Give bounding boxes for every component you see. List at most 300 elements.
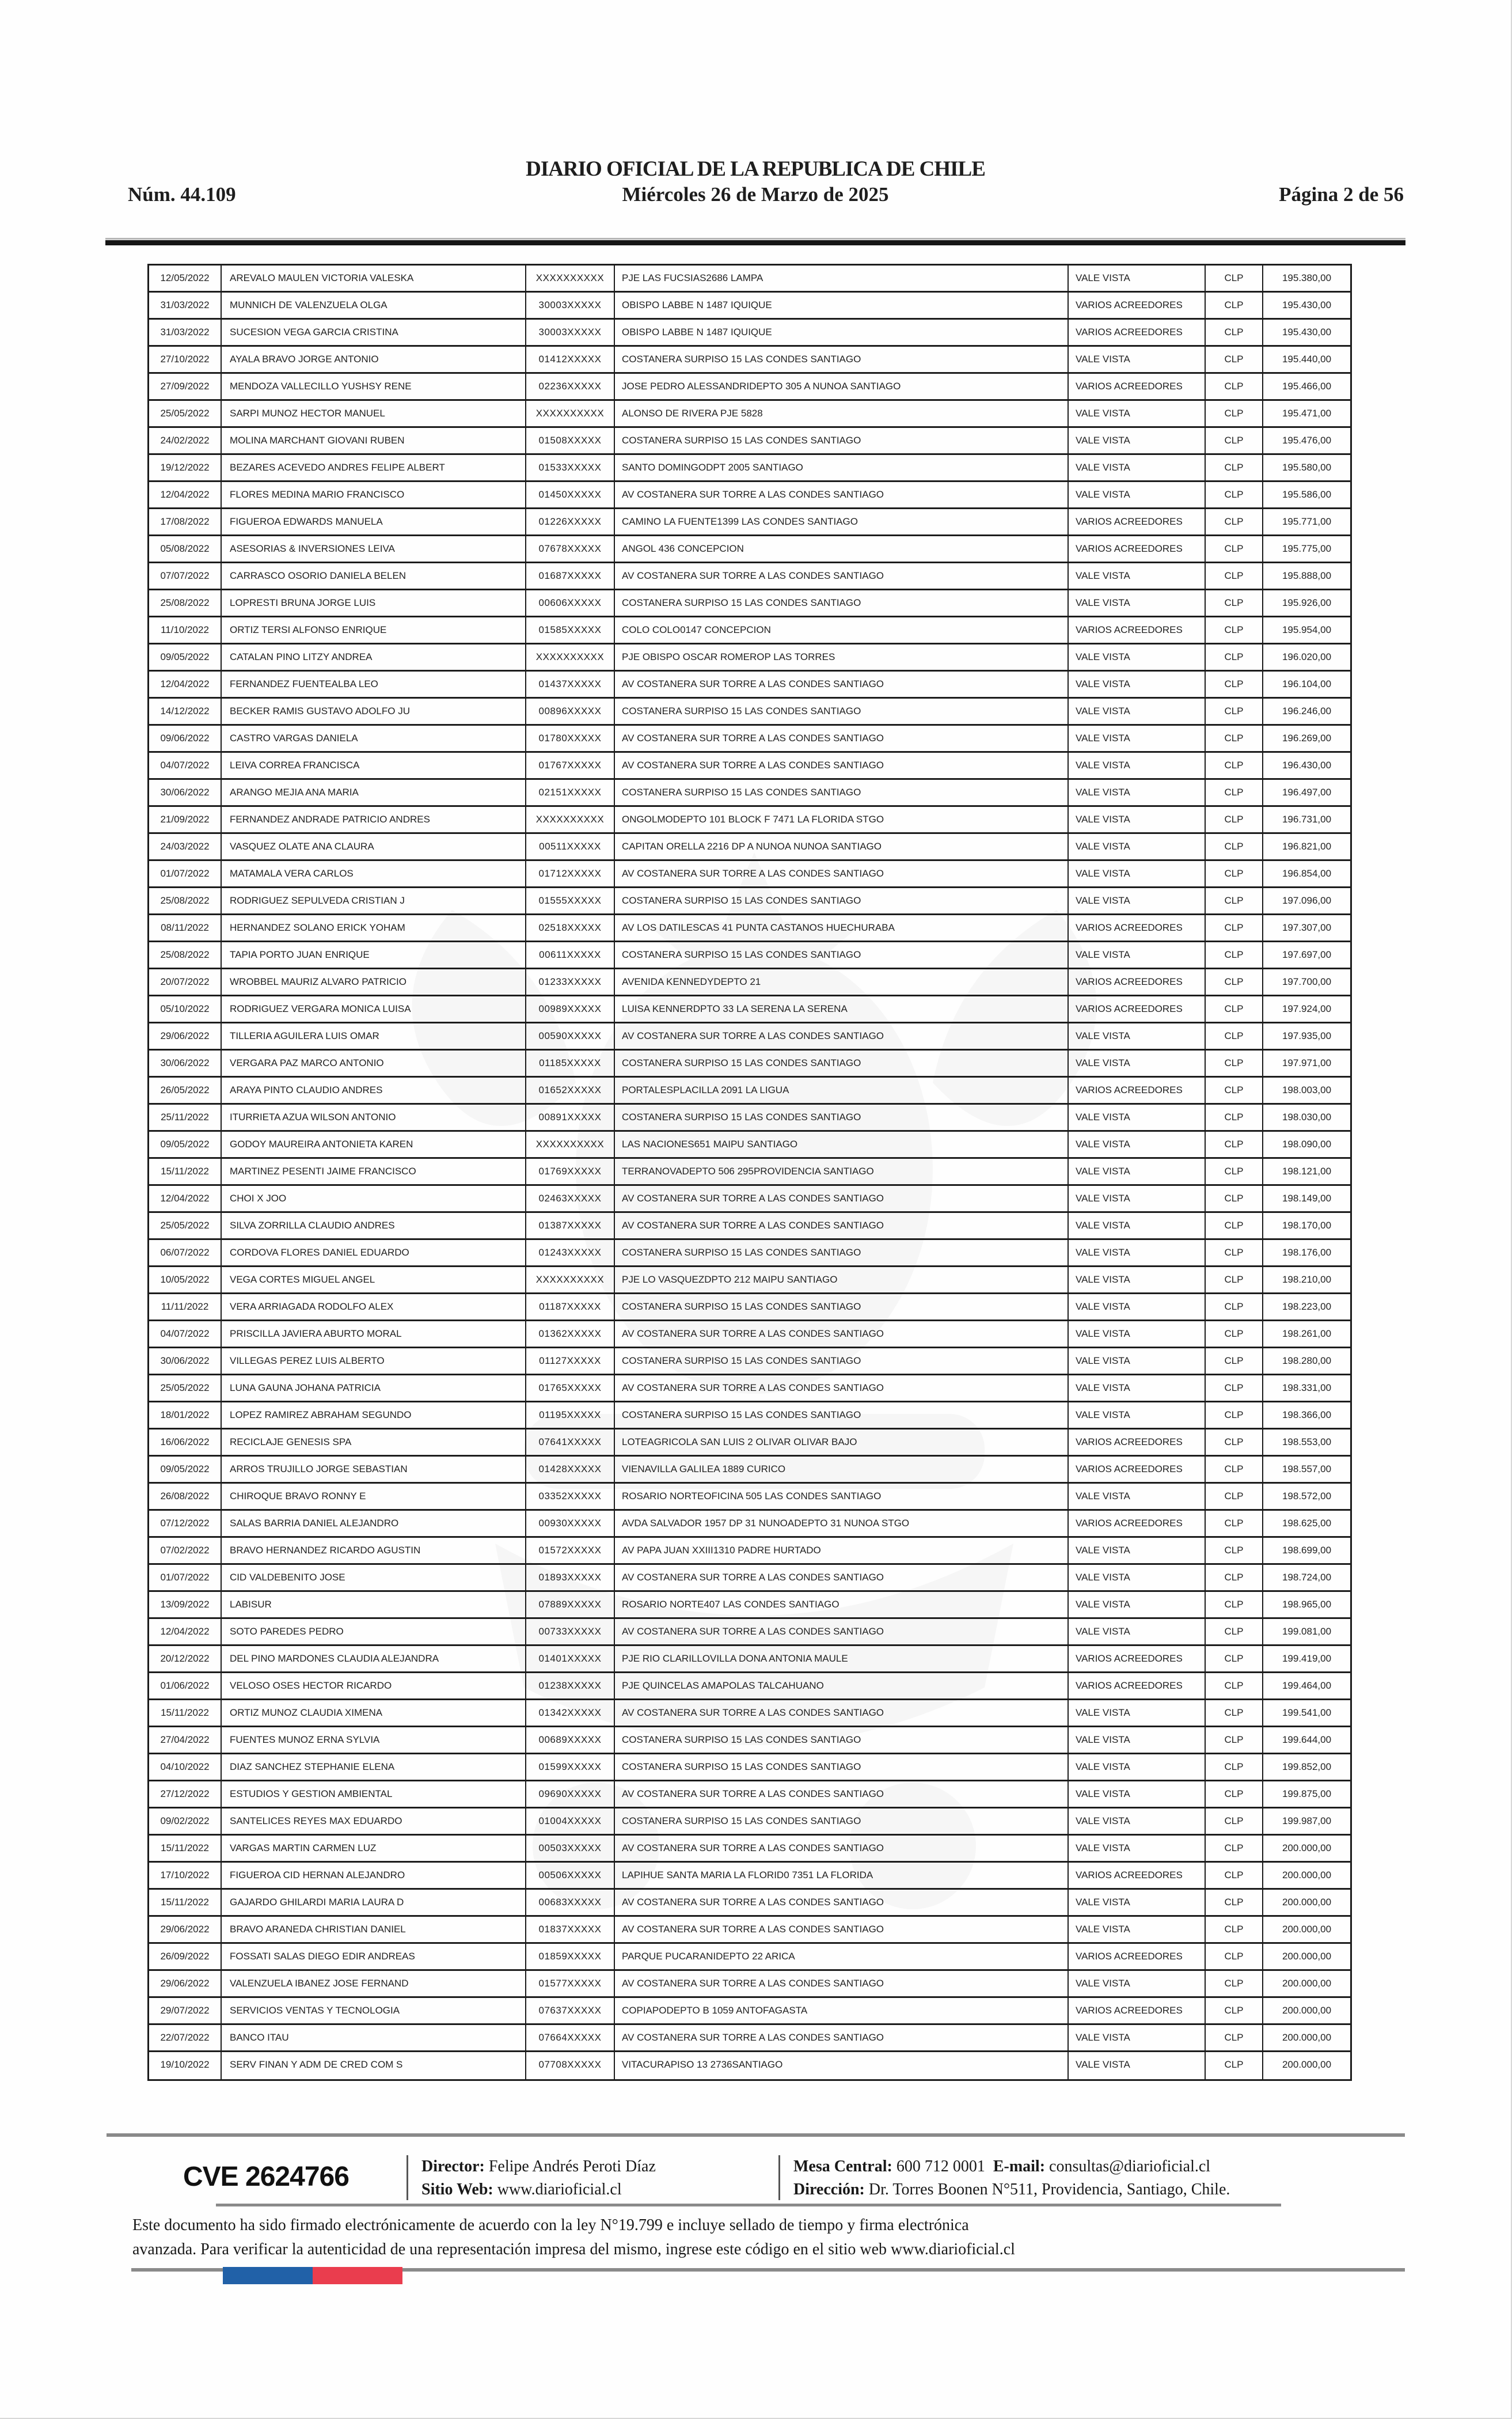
cell-amount: 199.987,00 — [1282, 1815, 1332, 1826]
cell-date: 11/11/2022 — [149, 1294, 222, 1320]
cell-name: FUENTES MUNOZ ERNA SYLVIA — [222, 1727, 526, 1753]
cell-id: 01577XXXXX — [526, 1971, 615, 1996]
cell-name: SUCESION VEGA GARCIA CRISTINA — [222, 320, 526, 345]
cell-date: 20/07/2022 — [149, 969, 222, 995]
cell-id: 02463XXXXX — [526, 1186, 615, 1211]
cell-amount: 197.971,00 — [1282, 1057, 1332, 1068]
cell-name: HERNANDEZ SOLANO ERICK YOHAM — [222, 915, 526, 941]
cell-date: 22/07/2022 — [149, 2025, 222, 2050]
website-line — [421, 2178, 656, 2201]
cell-currency: CLP — [1206, 996, 1263, 1022]
cell-type: VALE VISTA — [1069, 672, 1206, 697]
cell-name: TAPIA PORTO JUAN ENRIQUE — [222, 942, 526, 968]
cell-amount: 198.553,00 — [1282, 1436, 1332, 1447]
cell-type: VARIOS ACREEDORES — [1069, 536, 1206, 562]
cell-amount: 200.000,00 — [1282, 1870, 1332, 1880]
cell-id: 00891XXXXX — [526, 1105, 615, 1130]
cell-address: COSTANERA SURPISO 15 LAS CONDES SANTIAGO — [615, 1808, 1069, 1834]
cell-date: 31/03/2022 — [149, 293, 222, 318]
cell-currency: CLP — [1206, 780, 1263, 805]
cell-currency: CLP — [1206, 1971, 1263, 1996]
table-row — [149, 942, 1350, 969]
table-row — [149, 888, 1350, 915]
cell-amount: 198.366,00 — [1282, 1409, 1332, 1420]
cell-currency: CLP — [1206, 1267, 1263, 1292]
cell-name: RECICLAJE GENESIS SPA — [222, 1430, 526, 1455]
cell-type: VALE VISTA — [1069, 590, 1206, 616]
cell-date: 01/07/2022 — [149, 861, 222, 886]
cell-type: VALE VISTA — [1069, 455, 1206, 480]
cell-type: VALE VISTA — [1069, 563, 1206, 589]
cell-amount: 199.852,00 — [1282, 1761, 1332, 1772]
cell-address: AV COSTANERA SUR TORRE A LAS CONDES SANTIAGO — [615, 1321, 1069, 1347]
cell-type: VALE VISTA — [1069, 1267, 1206, 1292]
cell-name: DIAZ SANCHEZ STEPHANIE ELENA — [222, 1754, 526, 1780]
cell-id: 01233XXXXX — [526, 969, 615, 995]
cell-address: LAS NACIONES651 MAIPU SANTIAGO — [615, 1132, 1069, 1157]
cell-amount: 196.854,00 — [1282, 868, 1332, 879]
cell-currency: CLP — [1206, 1511, 1263, 1536]
cell-type: VARIOS ACREEDORES — [1069, 617, 1206, 643]
footer-contact-block — [793, 2155, 1230, 2201]
cell-currency: CLP — [1206, 888, 1263, 913]
table-row — [149, 1836, 1350, 1863]
cell-date: 11/10/2022 — [149, 617, 222, 643]
cell-id: 03352XXXXX — [526, 1484, 615, 1509]
cell-type: VARIOS ACREEDORES — [1069, 969, 1206, 995]
cell-type: VALE VISTA — [1069, 1890, 1206, 1915]
cell-address: OBISPO LABBE N 1487 IQUIQUE — [615, 293, 1069, 318]
cell-date: 24/02/2022 — [149, 428, 222, 453]
cell-name: SANTELICES REYES MAX EDUARDO — [222, 1808, 526, 1834]
cell-name: LUNA GAUNA JOHANA PATRICIA — [222, 1375, 526, 1401]
cell-type: VALE VISTA — [1069, 482, 1206, 507]
cell-date: 30/06/2022 — [149, 1051, 222, 1076]
cell-date: 05/08/2022 — [149, 536, 222, 562]
cell-amount: 196.497,00 — [1282, 787, 1332, 798]
cell-currency: CLP — [1206, 969, 1263, 995]
cell-id: XXXXXXXXXX — [526, 266, 615, 291]
cell-address: AV COSTANERA SUR TORRE A LAS CONDES SANTIAGO — [615, 1971, 1069, 1996]
cell-address: AV COSTANERA SUR TORRE A LAS CONDES SANTIAGO — [615, 2025, 1069, 2050]
cell-currency: CLP — [1206, 1375, 1263, 1401]
table-row — [149, 293, 1350, 320]
cell-address: AV COSTANERA SUR TORRE A LAS CONDES SANTIAGO — [615, 1565, 1069, 1590]
cell-type: VALE VISTA — [1069, 1348, 1206, 1374]
cell-date: 08/11/2022 — [149, 915, 222, 941]
cell-type: VALE VISTA — [1069, 1808, 1206, 1834]
cell-amount: 199.541,00 — [1282, 1707, 1332, 1718]
cell-id: 00733XXXXX — [526, 1619, 615, 1644]
cell-name: BANCO ITAU — [222, 2025, 526, 2050]
header-rule — [105, 240, 1405, 245]
cell-amount: 196.269,00 — [1282, 733, 1332, 744]
cell-id: 01780XXXXX — [526, 726, 615, 751]
cell-currency: CLP — [1206, 1457, 1263, 1482]
cell-name: VARGAS MARTIN CARMEN LUZ — [222, 1836, 526, 1861]
address-line — [793, 2178, 1230, 2201]
cell-amount: 195.580,00 — [1282, 462, 1332, 473]
cell-date: 20/12/2022 — [149, 1646, 222, 1671]
cell-currency: CLP — [1206, 1944, 1263, 1969]
cell-id: 01243XXXXX — [526, 1240, 615, 1265]
cell-type: VALE VISTA — [1069, 401, 1206, 426]
cell-address: AV COSTANERA SUR TORRE A LAS CONDES SANTIAGO — [615, 726, 1069, 751]
cell-date: 05/10/2022 — [149, 996, 222, 1022]
cell-date: 27/09/2022 — [149, 374, 222, 399]
cell-amount: 195.888,00 — [1282, 570, 1332, 581]
cell-type: VALE VISTA — [1069, 644, 1206, 670]
website-label: Sitio Web: — [421, 2181, 493, 2198]
cell-type: VALE VISTA — [1069, 1105, 1206, 1130]
cell-amount: 198.003,00 — [1282, 1085, 1332, 1095]
table-row — [149, 1863, 1350, 1890]
cell-date: 15/11/2022 — [149, 1700, 222, 1726]
cell-currency: CLP — [1206, 1132, 1263, 1157]
cell-amount: 198.625,00 — [1282, 1518, 1332, 1529]
table-row — [149, 1051, 1350, 1078]
cell-name: BECKER RAMIS GUSTAVO ADOLFO JU — [222, 699, 526, 724]
cell-amount: 195.954,00 — [1282, 624, 1332, 635]
cell-type: VALE VISTA — [1069, 1565, 1206, 1590]
cell-date: 12/04/2022 — [149, 672, 222, 697]
cell-id: 02518XXXXX — [526, 915, 615, 941]
cell-address: COSTANERA SURPISO 15 LAS CONDES SANTIAGO — [615, 780, 1069, 805]
cell-id: 01428XXXXX — [526, 1457, 615, 1482]
cell-currency: CLP — [1206, 536, 1263, 562]
table-row — [149, 1781, 1350, 1808]
address-value: Dr. Torres Boonen N°511, Providencia, Santiago, Chile. — [868, 2181, 1230, 2198]
cell-type: VARIOS ACREEDORES — [1069, 509, 1206, 534]
cell-address: AV COSTANERA SUR TORRE A LAS CONDES SANTIAGO — [615, 753, 1069, 778]
cell-name: FOSSATI SALAS DIEGO EDIR ANDREAS — [222, 1944, 526, 1969]
cell-currency: CLP — [1206, 1619, 1263, 1644]
table-row — [149, 861, 1350, 888]
cell-name: FIGUEROA EDWARDS MANUELA — [222, 509, 526, 534]
cell-address: AVENIDA KENNEDYDEPTO 21 — [615, 969, 1069, 995]
cell-type: VALE VISTA — [1069, 834, 1206, 859]
cell-id: 00611XXXXX — [526, 942, 615, 968]
cell-name: SERV FINAN Y ADM DE CRED COM S — [222, 2052, 526, 2079]
cell-type: VALE VISTA — [1069, 1213, 1206, 1238]
cell-date: 12/05/2022 — [149, 266, 222, 291]
cell-address: PJE LO VASQUEZDPTO 212 MAIPU SANTIAGO — [615, 1267, 1069, 1292]
cell-id: 01342XXXXX — [526, 1700, 615, 1726]
cell-name: MARTINEZ PESENTI JAIME FRANCISCO — [222, 1159, 526, 1184]
table-row — [149, 1971, 1350, 1998]
cell-amount: 197.935,00 — [1282, 1030, 1332, 1041]
cell-type: VALE VISTA — [1069, 1592, 1206, 1617]
cell-type: VALE VISTA — [1069, 1484, 1206, 1509]
cell-type: VALE VISTA — [1069, 807, 1206, 832]
cell-currency: CLP — [1206, 2052, 1263, 2079]
cell-name: ARROS TRUJILLO JORGE SEBASTIAN — [222, 1457, 526, 1482]
page-title: DIARIO OFICIAL DE LA REPUBLICA DE CHILE — [526, 157, 985, 181]
cell-amount: 200.000,00 — [1282, 2032, 1332, 2043]
cell-id: 07708XXXXX — [526, 2052, 615, 2079]
cell-name: CATALAN PINO LITZY ANDREA — [222, 644, 526, 670]
cell-name: VEGA CORTES MIGUEL ANGEL — [222, 1267, 526, 1292]
cell-id: 02151XXXXX — [526, 780, 615, 805]
cell-type: VALE VISTA — [1069, 1781, 1206, 1807]
cell-type: VARIOS ACREEDORES — [1069, 1646, 1206, 1671]
cell-amount: 198.280,00 — [1282, 1355, 1332, 1366]
cell-type: VALE VISTA — [1069, 1700, 1206, 1726]
cell-date: 10/05/2022 — [149, 1267, 222, 1292]
cell-type: VALE VISTA — [1069, 699, 1206, 724]
cell-amount: 198.965,00 — [1282, 1599, 1332, 1610]
cve-code: CVE 2624766 — [183, 2162, 349, 2192]
cell-currency: CLP — [1206, 617, 1263, 643]
footer-director-block — [421, 2155, 656, 2201]
cell-id: 01599XXXXX — [526, 1754, 615, 1780]
table-row — [149, 726, 1350, 753]
cell-amount: 195.471,00 — [1282, 408, 1332, 419]
cell-currency: CLP — [1206, 1808, 1263, 1834]
cell-date: 29/06/2022 — [149, 1971, 222, 1996]
cell-date: 27/10/2022 — [149, 347, 222, 372]
cell-name: BRAVO ARANEDA CHRISTIAN DANIEL — [222, 1917, 526, 1942]
footer-middle-rule — [216, 2204, 1281, 2206]
cell-date: 04/10/2022 — [149, 1754, 222, 1780]
cell-id: 01765XXXXX — [526, 1375, 615, 1401]
cell-currency: CLP — [1206, 509, 1263, 534]
cell-name: AREVALO MAULEN VICTORIA VALESKA — [222, 266, 526, 291]
cell-address: COSTANERA SURPISO 15 LAS CONDES SANTIAGO — [615, 942, 1069, 968]
table-row — [149, 1213, 1350, 1240]
table-row — [149, 644, 1350, 672]
cell-date: 19/12/2022 — [149, 455, 222, 480]
cell-type: VARIOS ACREEDORES — [1069, 915, 1206, 941]
cell-date: 07/02/2022 — [149, 1538, 222, 1563]
cell-type: VALE VISTA — [1069, 888, 1206, 913]
cell-name: ESTUDIOS Y GESTION AMBIENTAL — [222, 1781, 526, 1807]
table-row — [149, 1321, 1350, 1348]
cell-date: 09/02/2022 — [149, 1808, 222, 1834]
cell-id: 01712XXXXX — [526, 861, 615, 886]
cell-id: 30003XXXXX — [526, 320, 615, 345]
website-value: www.diarioficial.cl — [497, 2181, 622, 2198]
cell-type: VARIOS ACREEDORES — [1069, 1944, 1206, 1969]
cell-address: ONGOLMODEPTO 101 BLOCK F 7471 LA FLORIDA STGO — [615, 807, 1069, 832]
cell-amount: 195.771,00 — [1282, 516, 1332, 527]
table-row — [149, 590, 1350, 617]
table-row — [149, 807, 1350, 834]
cell-name: ASESORIAS & INVERSIONES LEIVA — [222, 536, 526, 562]
cell-name: CHOI X JOO — [222, 1186, 526, 1211]
cell-name: VERA ARRIAGADA RODOLFO ALEX — [222, 1294, 526, 1320]
phone-value: 600 712 0001 — [896, 2158, 985, 2175]
cell-currency: CLP — [1206, 1105, 1263, 1130]
cell-currency: CLP — [1206, 1836, 1263, 1861]
cell-date: 25/05/2022 — [149, 1213, 222, 1238]
cell-date: 14/12/2022 — [149, 699, 222, 724]
table-row — [149, 834, 1350, 861]
cell-id: 01004XXXXX — [526, 1808, 615, 1834]
cell-name: ARAYA PINTO CLAUDIO ANDRES — [222, 1078, 526, 1103]
cell-date: 04/07/2022 — [149, 1321, 222, 1347]
footer-divider — [407, 2155, 408, 2200]
cell-amount: 200.000,00 — [1282, 1842, 1332, 1853]
cell-currency: CLP — [1206, 1051, 1263, 1076]
cell-name: CHIROQUE BRAVO RONNY E — [222, 1484, 526, 1509]
cell-id: 01859XXXXX — [526, 1944, 615, 1969]
legal-disclaimer — [132, 2213, 1399, 2262]
director-label: Director: — [421, 2158, 485, 2175]
cell-id: 00989XXXXX — [526, 996, 615, 1022]
cell-currency: CLP — [1206, 590, 1263, 616]
cell-type: VALE VISTA — [1069, 2052, 1206, 2079]
cell-amount: 197.700,00 — [1282, 976, 1332, 987]
cell-currency: CLP — [1206, 726, 1263, 751]
cell-name: FIGUEROA CID HERNAN ALEJANDRO — [222, 1863, 526, 1888]
cell-address: PJE QUINCELAS AMAPOLAS TALCAHUANO — [615, 1673, 1069, 1698]
cell-amount: 198.557,00 — [1282, 1463, 1332, 1474]
cell-type: VALE VISTA — [1069, 1917, 1206, 1942]
cell-name: CASTRO VARGAS DANIELA — [222, 726, 526, 751]
records-table — [147, 264, 1352, 2081]
cell-address: OBISPO LABBE N 1487 IQUIQUE — [615, 320, 1069, 345]
cell-name: SILVA ZORRILLA CLAUDIO ANDRES — [222, 1213, 526, 1238]
email-value: consultas@diarioficial.cl — [1049, 2158, 1211, 2175]
cell-id: 01533XXXXX — [526, 455, 615, 480]
cell-amount: 198.699,00 — [1282, 1545, 1332, 1556]
cell-name: VALENZUELA IBANEZ JOSE FERNAND — [222, 1971, 526, 1996]
cell-id: 09690XXXXX — [526, 1781, 615, 1807]
cell-address: COSTANERA SURPISO 15 LAS CONDES SANTIAGO — [615, 699, 1069, 724]
cell-id: 01508XXXXX — [526, 428, 615, 453]
cell-date: 15/11/2022 — [149, 1890, 222, 1915]
cell-id: 01687XXXXX — [526, 563, 615, 589]
cell-address: COSTANERA SURPISO 15 LAS CONDES SANTIAGO — [615, 1105, 1069, 1130]
cell-name: VILLEGAS PEREZ LUIS ALBERTO — [222, 1348, 526, 1374]
table-row — [149, 1457, 1350, 1484]
table-row — [149, 1511, 1350, 1538]
cell-currency: CLP — [1206, 1890, 1263, 1915]
cell-date: 07/12/2022 — [149, 1511, 222, 1536]
cell-id: XXXXXXXXXX — [526, 1267, 615, 1292]
cell-address: SANTO DOMINGODPT 2005 SANTIAGO — [615, 455, 1069, 480]
cell-date: 18/01/2022 — [149, 1402, 222, 1428]
table-row — [149, 1186, 1350, 1213]
cell-amount: 196.246,00 — [1282, 706, 1332, 716]
cell-amount: 198.331,00 — [1282, 1382, 1332, 1393]
address-label: Dirección: — [793, 2181, 865, 2198]
cell-date: 25/08/2022 — [149, 888, 222, 913]
cell-address: AV COSTANERA SUR TORRE A LAS CONDES SANTIAGO — [615, 1023, 1069, 1049]
cell-amount: 198.261,00 — [1282, 1328, 1332, 1339]
cell-address: COSTANERA SURPISO 15 LAS CONDES SANTIAGO — [615, 1348, 1069, 1374]
cell-currency: CLP — [1206, 1294, 1263, 1320]
table-row — [149, 374, 1350, 401]
cell-currency: CLP — [1206, 320, 1263, 345]
cell-date: 25/08/2022 — [149, 942, 222, 968]
cell-address: AV COSTANERA SUR TORRE A LAS CONDES SANTIAGO — [615, 672, 1069, 697]
cell-amount: 195.430,00 — [1282, 299, 1332, 310]
table-row — [149, 1917, 1350, 1944]
cell-amount: 200.000,00 — [1282, 1924, 1332, 1935]
cell-id: 01450XXXXX — [526, 482, 615, 507]
table-row — [149, 482, 1350, 509]
cell-type: VALE VISTA — [1069, 1619, 1206, 1644]
cell-address: COSTANERA SURPISO 15 LAS CONDES SANTIAGO — [615, 888, 1069, 913]
table-row — [149, 1402, 1350, 1430]
cell-name: BEZARES ACEVEDO ANDRES FELIPE ALBERT — [222, 455, 526, 480]
cell-type: VARIOS ACREEDORES — [1069, 996, 1206, 1022]
cell-name: GODOY MAUREIRA ANTONIETA KAREN — [222, 1132, 526, 1157]
cell-amount: 195.430,00 — [1282, 327, 1332, 338]
cell-amount: 200.000,00 — [1282, 2059, 1332, 2070]
cell-id: 00511XXXXX — [526, 834, 615, 859]
cell-type: VALE VISTA — [1069, 753, 1206, 778]
table-row — [149, 915, 1350, 942]
cell-name: TILLERIA AGUILERA LUIS OMAR — [222, 1023, 526, 1049]
cell-address: PARQUE PUCARANIDEPTO 22 ARICA — [615, 1944, 1069, 1969]
cell-currency: CLP — [1206, 266, 1263, 291]
cell-id: 01652XXXXX — [526, 1078, 615, 1103]
cell-amount: 198.210,00 — [1282, 1274, 1332, 1285]
cell-id: 01437XXXXX — [526, 672, 615, 697]
cell-name: LEIVA CORREA FRANCISCA — [222, 753, 526, 778]
cell-date: 25/08/2022 — [149, 590, 222, 616]
cell-address: VIENAVILLA GALILEA 1889 CURICO — [615, 1457, 1069, 1482]
cell-date: 12/04/2022 — [149, 1619, 222, 1644]
cell-amount: 200.000,00 — [1282, 2005, 1332, 2016]
cell-name: LABISUR — [222, 1592, 526, 1617]
cell-date: 30/06/2022 — [149, 780, 222, 805]
cell-name: LOPRESTI BRUNA JORGE LUIS — [222, 590, 526, 616]
cell-type: VALE VISTA — [1069, 1240, 1206, 1265]
table-row — [149, 1998, 1350, 2025]
cell-date: 09/05/2022 — [149, 1132, 222, 1157]
cell-address: AV PAPA JUAN XXIII1310 PADRE HURTADO — [615, 1538, 1069, 1563]
cell-address: AV COSTANERA SUR TORRE A LAS CONDES SANTIAGO — [615, 1781, 1069, 1807]
phone-label: Mesa Central: — [793, 2158, 892, 2175]
cell-currency: CLP — [1206, 1998, 1263, 2023]
table-row — [149, 1673, 1350, 1700]
cell-amount: 199.875,00 — [1282, 1788, 1332, 1799]
cell-date: 12/04/2022 — [149, 1186, 222, 1211]
cell-type: VALE VISTA — [1069, 1971, 1206, 1996]
cell-name: MUNNICH DE VALENZUELA OLGA — [222, 293, 526, 318]
cell-type: VALE VISTA — [1069, 428, 1206, 453]
table-row — [149, 1430, 1350, 1457]
cell-currency: CLP — [1206, 1700, 1263, 1726]
cell-date: 19/10/2022 — [149, 2052, 222, 2079]
cell-date: 07/07/2022 — [149, 563, 222, 589]
cell-name: FERNANDEZ ANDRADE PATRICIO ANDRES — [222, 807, 526, 832]
cell-date: 27/12/2022 — [149, 1781, 222, 1807]
cell-currency: CLP — [1206, 1186, 1263, 1211]
cell-date: 26/05/2022 — [149, 1078, 222, 1103]
cell-currency: CLP — [1206, 1078, 1263, 1103]
cell-name: CORDOVA FLORES DANIEL EDUARDO — [222, 1240, 526, 1265]
cell-address: COSTANERA SURPISO 15 LAS CONDES SANTIAGO — [615, 428, 1069, 453]
cell-id: 01195XXXXX — [526, 1402, 615, 1428]
table-row — [149, 536, 1350, 563]
cell-address: VITACURAPISO 13 2736SANTIAGO — [615, 2052, 1069, 2079]
table-row — [149, 1132, 1350, 1159]
cell-currency: CLP — [1206, 1023, 1263, 1049]
cell-amount: 198.170,00 — [1282, 1220, 1332, 1231]
cell-amount: 200.000,00 — [1282, 1951, 1332, 1962]
flag-red-segment — [313, 2267, 402, 2284]
cell-currency: CLP — [1206, 1781, 1263, 1807]
cell-name: VERGARA PAZ MARCO ANTONIO — [222, 1051, 526, 1076]
cell-id: XXXXXXXXXX — [526, 807, 615, 832]
cell-name: WROBBEL MAURIZ ALVARO PATRICIO — [222, 969, 526, 995]
cell-date: 21/09/2022 — [149, 807, 222, 832]
